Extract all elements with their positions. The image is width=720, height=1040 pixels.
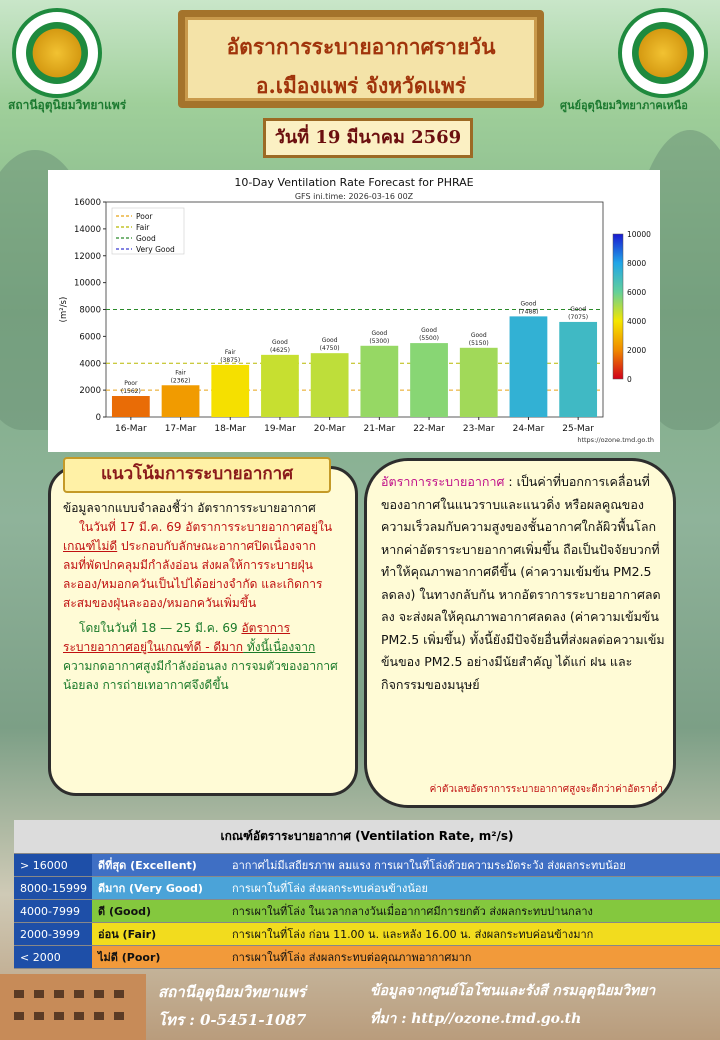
bar-21-mar (360, 346, 398, 417)
trend-text-red: ละออง/หมอกควันเป็นไปได้อย่างจำกัด และเกิดการ (63, 577, 323, 591)
criteria-desc: การเผาในที่โล่ง ก่อน 11.00 น. และหลัง 16.00 น. ส่งผลกระทบค่อนข้างมาก (226, 923, 720, 945)
chart-title: 10-Day Ventilation Rate Forecast for PHRAE (234, 176, 474, 189)
y-tick-label: 0 (95, 413, 101, 423)
bar-value-label: (3875) (220, 356, 241, 364)
y-tick-label: 10000 (73, 278, 101, 289)
criteria-desc: อากาศไม่มีเสถียรภาพ ลมแรง การเผาในที่โล่งด้วยความระมัดระวัง ส่งผลกระทบน้อย (226, 854, 720, 876)
x-tick-label: 25-Mar (562, 424, 594, 434)
tmd-logo-right (618, 8, 708, 98)
chart-source: https://ozone.tmd.go.th (577, 436, 654, 444)
bar-class-label: Good (520, 300, 537, 308)
y-tick-label: 12000 (73, 251, 101, 262)
colorbar (613, 234, 623, 379)
criteria-row (14, 854, 720, 877)
colorbar-tick-label: 8000 (627, 259, 647, 268)
bar-17-mar (162, 385, 200, 417)
x-tick-label: 18-Mar (214, 424, 247, 434)
bar-value-label: (4750) (319, 345, 340, 353)
y-axis-label: (m²/s) (59, 296, 69, 323)
criteria-range: 8000-15999 (14, 877, 92, 899)
bar-class-label: Good (570, 305, 587, 313)
definition-text-2: หากค่าอัตราระบายอากาศเพิ่มขึ้น ถือเป็นปัจจัยบวกที่ทำให้คุณภาพอากาศดีขึ้น (ค่าความเข้มข้น PM2.5 ลดลง) ในทางกลับกัน หากอัตราการระบายอากาศลดลง จะส่งผลให้คุณภาพอากาศลดลง (ค่าความเข้มข้น PM2.5 เพิ่มขึ้น) ทั้งนี้ยังมีปัจจัยอื่นที่ส่งผลต่อความเข้มข้นของ PM2.5 อย่างมีนัยสำคัญ ได้แก่ ฝน และกิจกรรมของมนุษย์ (381, 541, 665, 692)
colorbar-tick-label: 2000 (627, 346, 647, 355)
x-tick-label: 20-Mar (313, 424, 346, 434)
trend-heading: แนวโน้มการระบายอากาศ (63, 457, 331, 493)
x-tick-label: 16-Mar (115, 424, 147, 434)
criteria-level: อ่อน (Fair) (92, 923, 226, 945)
logo-left-caption: สถานีอุตุนิยมวิทยาแพร่ (8, 98, 127, 112)
x-tick-label: 17-Mar (164, 424, 197, 434)
bar-value-label: (5300) (369, 337, 390, 345)
y-tick-label: 16000 (73, 198, 101, 208)
bar-16-mar (112, 396, 150, 417)
bar-25-mar (559, 322, 597, 417)
x-tick-label: 23-Mar (462, 424, 495, 434)
logo-right-caption: ศูนย์อุตุนิยมวิทยาภาคเหนือ (560, 99, 688, 112)
y-tick-label: 8000 (79, 305, 101, 316)
bar-19-mar (261, 355, 299, 417)
definition-panel (364, 458, 676, 808)
criteria-level: ไม่ดี (Poor) (92, 946, 226, 968)
bar-class-label: Good (272, 338, 288, 346)
bar-value-label: (4625) (269, 346, 290, 354)
ventilation-chart (48, 170, 660, 452)
criteria-range: > 16000 (14, 854, 92, 876)
title-banner (178, 10, 544, 108)
bar-value-label: (5150) (468, 339, 489, 347)
legend-label: Very Good (136, 245, 175, 254)
trend-text-red: ในวันที่ 17 มี.ค. 69 อัตราการระบายอากาศอยู่ใน (79, 520, 333, 534)
criteria-level: ดีที่สุด (Excellent) (92, 854, 226, 876)
trend-text-green: น้อยลง การถ่ายเทอากาศจึงดีขึ้น (63, 678, 229, 692)
bar-class-label: Good (371, 329, 388, 337)
trend-paragraph-1 (63, 499, 353, 613)
x-tick-label: 21-Mar (363, 424, 396, 434)
trend-text-underlined: ระบายอากาศอยู่ในเกณฑ์ดี - ดีมาก (63, 640, 244, 654)
criteria-level: ดีมาก (Very Good) (92, 877, 226, 899)
bar-24-mar (510, 316, 548, 417)
criteria-row (14, 877, 720, 900)
footer-station-name: สถานีอุตุนิยมวิทยาแพร่ (158, 983, 306, 1001)
criteria-row (14, 900, 720, 923)
criteria-range: 4000-7999 (14, 900, 92, 922)
x-tick-label: 22-Mar (413, 424, 445, 434)
bar-23-mar (460, 348, 498, 417)
title-line-1: อัตราการระบายอากาศรายวัน (226, 34, 496, 59)
trend-text-red: สะสมของฝุ่นละออง/หมอกควันเพิ่มขึ้น (63, 596, 257, 610)
criteria-level: ดี (Good) (92, 900, 226, 922)
criteria-desc: การเผาในที่โล่ง ในเวลากลางวันเมื่ออากาศมีการยกตัว ส่งผลกระทบปานกลาง (226, 900, 720, 922)
bar-value-label: (7075) (568, 313, 589, 321)
chart-svg (48, 170, 660, 452)
trend-text: ข้อมูลจากแบบจำลองชี้ว่า อัตราการระบายอากาศ (63, 501, 316, 515)
trend-paragraph-2 (63, 619, 353, 695)
y-tick-label: 4000 (79, 359, 101, 370)
trend-text-underlined: อัตราการ (241, 621, 291, 635)
legend-label: Fair (136, 223, 150, 232)
definition-text (381, 471, 671, 696)
bar-value-label: (5500) (419, 335, 440, 343)
trend-text-red: ลมที่พัดปกคลุมมีกำลังอ่อน ส่งผลให้การระบายฝุ่น (63, 558, 313, 572)
x-tick-label: 24-Mar (512, 424, 545, 434)
bar-class-label: Good (470, 331, 487, 339)
trend-panel (48, 466, 358, 796)
date-box: วันที่ 19 มีนาคม 2569 (263, 118, 473, 158)
title-line-2: อ.เมืองแพร่ จังหวัดแพร่ (255, 73, 467, 98)
bar-value-label: (2362) (170, 377, 191, 385)
colorbar-tick-label: 10000 (627, 230, 651, 239)
bar-class-label: Poor (124, 380, 138, 388)
criteria-row (14, 946, 720, 969)
chart-subtitle: GFS ini.time: 2026-03-16 00Z (294, 192, 414, 201)
bar-class-label: Good (421, 327, 437, 335)
definition-text-1: : เป็นค่าที่บอกการเคลื่อนที่ของอากาศในแนวราบและแนวดิ่ง หรือผลคูณของความเร็วลมกับความสูงของชั้นอากาศใกล้ผิวพื้นโลก (381, 474, 657, 534)
bar-20-mar (311, 353, 349, 417)
criteria-range: 2000-3999 (14, 923, 92, 945)
legend-label: Good (136, 234, 156, 243)
bar-value-label: (1562) (120, 388, 141, 396)
y-tick-label: 14000 (73, 224, 101, 235)
bar-class-label: Good (321, 337, 338, 345)
bar-18-mar (211, 365, 249, 417)
tmd-logo-left (12, 8, 102, 98)
y-tick-label: 6000 (79, 332, 101, 343)
colorbar-tick-label: 0 (627, 375, 632, 384)
trend-text-underlined: เกณฑ์ไม่ดี (63, 539, 118, 553)
trend-text-red: ประกอบกับลักษณะอากาศปิดเนื่องจาก (117, 539, 316, 553)
colorbar-tick-label: 4000 (627, 317, 647, 326)
definition-keyword: อัตราการระบายอากาศ (381, 474, 505, 489)
criteria-table-rows (14, 854, 720, 969)
y-tick-label: 2000 (79, 386, 101, 397)
footer-source: ข้อมูลจากศูนย์โอโซนและรังสี กรมอุตุนิยมวิทยา (370, 983, 656, 999)
footer-phone: โทร : 0-5451-1087 (158, 1011, 307, 1029)
criteria-desc: การเผาในที่โล่ง ส่งผลกระทบค่อนข้างน้อย (226, 877, 720, 899)
trend-text-green: โดยในวันที่ 18 — 25 มี.ค. 69 (79, 621, 242, 635)
bar-class-label: Fair (175, 369, 186, 377)
station-building-image (0, 974, 146, 1040)
trend-text-green: ทั้งนี้เนื่องจาก (243, 640, 316, 654)
bar-class-label: Fair (224, 348, 236, 356)
definition-footnote: ค่าตัวเลขอัตราการระบายอากาศสูงจะดีกว่าค่าอัตราต่ำ (429, 784, 663, 795)
bar-value-label: (7488) (518, 308, 539, 316)
criteria-table (14, 820, 720, 969)
trend-text-green: ความกดอากาศสูงมีกำลังอ่อนลง การจมตัวของอากาศ (63, 659, 338, 673)
criteria-desc: การเผาในที่โล่ง ส่งผลกระทบต่อคุณภาพอากาศมาก (226, 946, 720, 968)
bar-22-mar (410, 343, 448, 417)
legend-label: Poor (136, 212, 153, 221)
criteria-row (14, 923, 720, 946)
colorbar-tick-label: 6000 (627, 288, 647, 297)
x-tick-label: 19-Mar (264, 424, 296, 434)
criteria-range: < 2000 (14, 946, 92, 968)
criteria-table-title: เกณฑ์อัตราระบายอากาศ (Ventilation Rate, m²/s) (14, 820, 720, 854)
footer-url[interactable]: ที่มา : http//ozone.tmd.go.th (370, 1011, 582, 1027)
